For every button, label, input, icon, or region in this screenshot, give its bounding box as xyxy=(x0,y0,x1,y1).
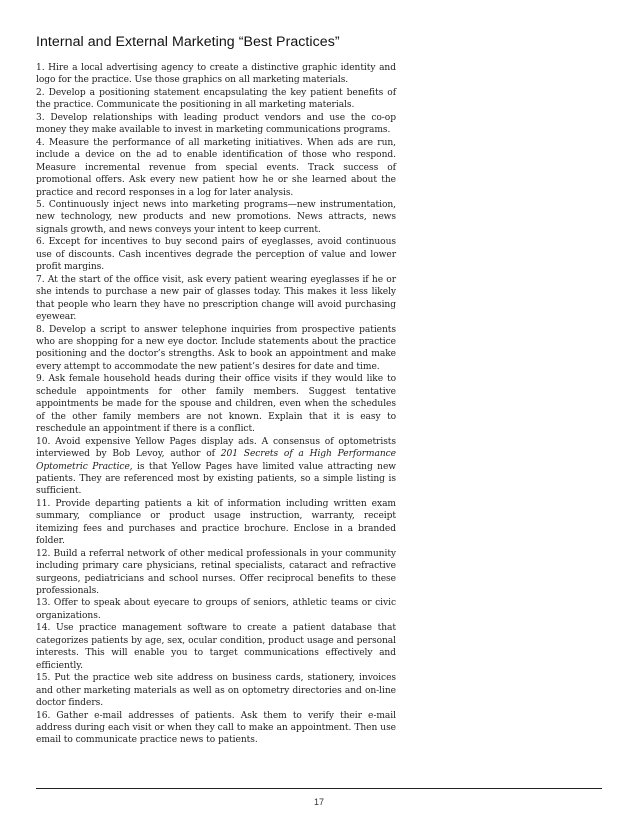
practice-item-2: 2. Develop a positioning statement encapsulating the key patient benefits of the practice. Communicate the positioning in all marketing materials. xyxy=(36,87,396,111)
page-number: 17 xyxy=(313,797,324,807)
footer-divider xyxy=(36,788,602,789)
practice-item-6: 6. Except for incentives to buy second pairs of eyeglasses, avoid continuous use of discounts. Cash incentives degrade the perception of value and lower profit margins. xyxy=(36,237,396,273)
practice-item-5: 5. Continuously inject news into marketing programs—new instrumentation, new technology, new products and new promotions. News attracts, news signals growth, and news conveys your intent to keep current. xyxy=(36,199,396,235)
practice-item-1: 1. Hire a local advertising agency to create a distinctive graphic identity and logo for the practice. Use those graphics on all marketing materials. xyxy=(36,63,396,86)
practice-item-9: 9. Ask female household heads during their office visits if they would like to schedule appointments for other family members. Suggest tentative appointments be made for the spouse and children, even when the schedules of the other family members are not known. Explain that it is easy to reschedule an appointment if there is a conflict. xyxy=(36,374,396,435)
practice-item-11: 11. Provide departing patients a kit of information including written exam summary, compliance or product usage instruction, warranty, receipt itemizing fees and purchases and practice brochure. Enclose in a branded folder. xyxy=(36,498,396,547)
practice-item-4: 4. Measure the performance of all marketing initiatives. When ads are run, include a device on the ad to enable identification of those who respond. Measure incremental revenue from special events. Track success of promotional offers. Ask every new patient how he or she learned about the practice and record responses in a log for later analysis. xyxy=(36,137,396,198)
practice-item-16: 16. Gather e-mail addresses of patients. Ask them to verify their e-mail address during each visit or when they call to make an appointment. Then use email to communicate practice news to patients. xyxy=(36,710,396,746)
practice-item-15: 15. Put the practice web site address on business cards, stationery, invoices and other marketing materials as well as on optometry directories and on-line doctor finders. xyxy=(36,673,396,709)
practice-item-7: 7. At the start of the office visit, ask every patient wearing eyeglasses if he or she intends to purchase a new pair of glasses today. This makes it less likely that people who learn they have no prescription change will avoid purchasing eyewear. xyxy=(36,274,396,323)
practice-item-10-text-after: , is that Yellow Pages have limited value attracting new patients. They are referenced most by existing patients, so a simple listing is sufficient. xyxy=(36,461,396,497)
practice-item-8: 8. Develop a script to answer telephone inquiries from prospective patients who are shopping for a new eye doctor. Include statements about the practice positioning and the doctor’s strengths. Ask to book an appointment and make every attempt to accommodate the new patient’s desires for date and time. xyxy=(36,324,396,372)
practice-item-12: 12. Build a referral network of other medical professionals in your community including primary care physicians, retinal specialists, cataract and refractive surgeons, pediatricians and school nurses. Offer reciprocal benefits to these professionals. xyxy=(36,548,396,597)
best-practices-list xyxy=(36,62,396,747)
practice-item-3: 3. Develop relationships with leading product vendors and use the co-op money they make available to invest in marketing communications programs. xyxy=(36,112,396,136)
page-title: Internal and External Marketing “Best Practices” xyxy=(36,34,340,50)
practice-item-10-text-before: 10. Avoid expensive Yellow Pages display ads. A consensus of optometrists interviewed by Bob Levoy, author of xyxy=(36,436,396,460)
practice-item-13: 13. Offer to speak about eyecare to groups of seniors, athletic teams or civic organizations. xyxy=(36,598,396,621)
book-title-italic: 201 Secrets of a High Performance Optometric Practice xyxy=(36,449,396,472)
practice-item-10 xyxy=(36,436,396,498)
practice-item-14: 14. Use practice management software to create a patient database that categorizes patients by age, sex, ocular condition, product usage and personal interests. This will enable you to target communications effectively and efficiently. xyxy=(36,623,396,671)
